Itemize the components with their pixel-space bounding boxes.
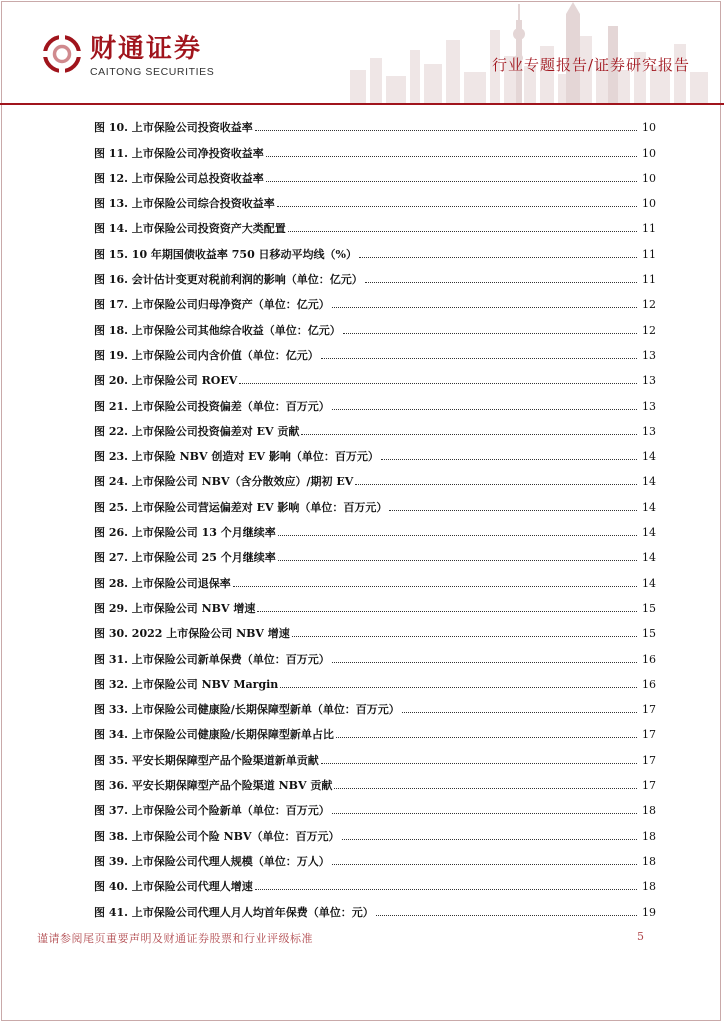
toc-entry[interactable] [94, 442, 656, 467]
toc-entry[interactable] [94, 467, 656, 492]
toc-entry[interactable] [94, 315, 656, 340]
toc-entry-label[interactable]: 图 34. 上市保险公司健康险/长期保障型新单占比 [94, 728, 334, 742]
toc-entry-page[interactable]: 17 [642, 779, 656, 793]
toc-entry-label[interactable]: 图 12. 上市保险公司总投资收益率 [94, 171, 264, 185]
toc-entry-page[interactable]: 14 [642, 576, 656, 590]
toc-dot-leader [376, 915, 637, 916]
toc-entry-label[interactable]: 图 30. 2022 上市保险公司 NBV 增速 [94, 627, 290, 641]
toc-entry[interactable] [94, 847, 656, 872]
toc-dot-leader [278, 535, 637, 536]
toc-dot-leader [255, 130, 637, 131]
toc-entry[interactable] [94, 164, 656, 189]
toc-entry-page[interactable]: 13 [642, 374, 656, 388]
toc-dot-leader [365, 282, 637, 283]
toc-dot-leader [292, 636, 637, 637]
toc-dot-leader [257, 611, 637, 612]
page-header [0, 0, 724, 106]
toc-dot-leader [277, 206, 637, 207]
toc-dot-leader [233, 586, 637, 587]
header-divider [0, 103, 724, 105]
toc-dot-leader [332, 409, 637, 410]
toc-dot-leader [381, 459, 637, 460]
toc-entry[interactable] [94, 670, 656, 695]
toc-dot-leader [332, 864, 637, 865]
toc-dot-leader [389, 510, 637, 511]
toc-entry[interactable] [94, 341, 656, 366]
toc-entry-page[interactable]: 12 [642, 323, 656, 337]
toc-entry-page[interactable]: 11 [642, 222, 656, 236]
toc-entry[interactable] [94, 239, 656, 264]
toc-entry[interactable] [94, 745, 656, 770]
toc-entry-label[interactable]: 图 23. 上市保险 NBV 创造对 EV 影响（单位：百万元） [94, 450, 379, 464]
toc-entry[interactable] [94, 417, 656, 442]
toc-entry-label[interactable]: 图 17. 上市保险公司归母净资产（单位：亿元） [94, 298, 330, 312]
toc-entry-page[interactable]: 18 [642, 804, 656, 818]
brand-name-cn: 财通证券 [90, 34, 203, 64]
toc-entry-page[interactable]: 16 [642, 677, 656, 691]
toc-entry-page[interactable]: 13 [642, 348, 656, 362]
toc-entry-page[interactable]: 17 [642, 703, 656, 717]
toc-entry-label[interactable]: 图 31. 上市保险公司新单保费（单位：百万元） [94, 652, 330, 666]
caitong-logo-icon [42, 34, 82, 74]
toc-dot-leader [321, 358, 637, 359]
toc-dot-leader [321, 763, 637, 764]
toc-entry-label[interactable]: 图 16. 会计估计变更对税前利润的影响（单位：亿元） [94, 273, 363, 287]
toc-entry-page[interactable]: 18 [642, 880, 656, 894]
toc-dot-leader [280, 687, 637, 688]
toc-entry-label[interactable]: 图 33. 上市保险公司健康险/长期保障型新单（单位：百万元） [94, 703, 400, 717]
toc-dot-leader [402, 712, 637, 713]
toc-entry-page[interactable]: 11 [642, 273, 656, 287]
toc-entry-label[interactable]: 图 10. 上市保险公司投资收益率 [94, 121, 253, 135]
toc-entry[interactable] [94, 644, 656, 669]
toc-dot-leader [359, 257, 637, 258]
toc-entry-page[interactable]: 14 [642, 526, 656, 540]
toc-entry-label[interactable]: 图 20. 上市保险公司 ROEV [94, 374, 238, 388]
toc-entry-page[interactable]: 10 [642, 171, 656, 185]
toc-entry-label[interactable]: 图 13. 上市保险公司综合投资收益率 [94, 197, 275, 211]
toc-entry[interactable] [94, 265, 656, 290]
toc-entry-page[interactable]: 14 [642, 450, 656, 464]
toc-entry-page[interactable]: 19 [642, 905, 656, 919]
toc-dot-leader [332, 662, 637, 663]
toc-entry[interactable] [94, 518, 656, 543]
toc-entry-label[interactable]: 图 27. 上市保险公司 25 个月继续率 [94, 551, 276, 565]
toc-entry-page[interactable]: 18 [642, 829, 656, 843]
toc-entry[interactable] [94, 189, 656, 214]
toc-dot-leader [334, 788, 637, 789]
toc-dot-leader [332, 813, 637, 814]
toc-entry[interactable] [94, 619, 656, 644]
toc-dot-leader [288, 231, 637, 232]
toc-entry-page[interactable]: 12 [642, 298, 656, 312]
toc-entry[interactable] [94, 872, 656, 897]
brand-name-en: CAITONG SECURITIES [90, 66, 215, 78]
toc-dot-leader [342, 839, 637, 840]
toc-entry-page[interactable]: 15 [642, 601, 656, 615]
toc-entry-label[interactable]: 图 15. 10 年期国债收益率 750 日移动平均线（%） [94, 247, 358, 261]
toc-entry-label[interactable]: 图 26. 上市保险公司 13 个月继续率 [94, 526, 276, 540]
footer-disclaimer: 谨请参阅尾页重要声明及财通证券股票和行业评级标准 [37, 932, 313, 945]
toc-entry-page[interactable]: 14 [642, 551, 656, 565]
toc-dot-leader [255, 889, 637, 890]
toc-entry[interactable] [94, 821, 656, 846]
toc-entry[interactable] [94, 594, 656, 619]
toc-dot-leader [301, 434, 637, 435]
toc-entry-page[interactable]: 10 [642, 146, 656, 160]
report-type-label: 行业专题报告/证券研究报告 [491, 56, 690, 74]
toc-dot-leader [336, 737, 637, 738]
toc-entry-label[interactable]: 图 29. 上市保险公司 NBV 增速 [94, 601, 256, 615]
toc-entry-label[interactable]: 图 24. 上市保险公司 NBV（含分散效应）/期初 EV [94, 475, 354, 489]
toc-entry-label[interactable]: 图 32. 上市保险公司 NBV Margin [94, 677, 279, 691]
toc-entry-page[interactable]: 14 [642, 475, 656, 489]
toc-entry-page[interactable]: 10 [642, 197, 656, 211]
toc-entry-label[interactable]: 图 38. 上市保险公司个险 NBV（单位：百万元） [94, 829, 340, 843]
toc-entry[interactable] [94, 720, 656, 745]
toc-entry-label[interactable]: 图 19. 上市保险公司内含价值（单位：亿元） [94, 348, 319, 362]
toc-entry-page[interactable]: 17 [642, 753, 656, 767]
figure-list [94, 113, 656, 923]
toc-entry-label[interactable]: 图 21. 上市保险公司投资偏差（单位：百万元） [94, 399, 330, 413]
toc-entry-page[interactable]: 15 [642, 627, 656, 641]
toc-entry-label[interactable]: 图 39. 上市保险公司代理人规模（单位：万人） [94, 854, 330, 868]
toc-entry-page[interactable]: 13 [642, 399, 656, 413]
toc-entry[interactable] [94, 543, 656, 568]
toc-entry[interactable] [94, 113, 656, 138]
toc-entry-page[interactable]: 18 [642, 854, 656, 868]
toc-entry-page[interactable]: 14 [642, 500, 656, 514]
toc-entry-page[interactable]: 11 [642, 247, 656, 261]
toc-entry[interactable] [94, 568, 656, 593]
toc-entry[interactable] [94, 290, 656, 315]
toc-entry[interactable] [94, 897, 656, 922]
toc-entry[interactable] [94, 695, 656, 720]
toc-entry[interactable] [94, 796, 656, 821]
city-skyline-graphic [340, 0, 724, 104]
toc-entry-page[interactable]: 13 [642, 424, 656, 438]
toc-dot-leader [266, 181, 637, 182]
toc-entry-label[interactable]: 图 28. 上市保险公司退保率 [94, 576, 231, 590]
toc-entry[interactable] [94, 492, 656, 517]
toc-dot-leader [332, 307, 637, 308]
toc-entry[interactable] [94, 771, 656, 796]
toc-entry-label[interactable]: 图 35. 平安长期保障型产品个险渠道新单贡献 [94, 753, 319, 767]
toc-entry[interactable] [94, 214, 656, 239]
toc-dot-leader [266, 156, 637, 157]
toc-dot-leader [343, 333, 637, 334]
toc-entry-label[interactable]: 图 11. 上市保险公司净投资收益率 [94, 146, 264, 160]
toc-entry[interactable] [94, 366, 656, 391]
toc-entry-label[interactable]: 图 18. 上市保险公司其他综合收益（单位：亿元） [94, 323, 341, 337]
toc-entry[interactable] [94, 391, 656, 416]
toc-entry[interactable] [94, 138, 656, 163]
toc-entry-page[interactable]: 16 [642, 652, 656, 666]
toc-dot-leader [278, 560, 637, 561]
toc-entry-label[interactable]: 图 25. 上市保险公司营运偏差对 EV 影响（单位：百万元） [94, 500, 388, 514]
toc-entry-label[interactable]: 图 40. 上市保险公司代理人增速 [94, 880, 253, 894]
toc-entry-label[interactable]: 图 22. 上市保险公司投资偏差对 EV 贡献 [94, 424, 300, 438]
toc-entry-page[interactable]: 17 [642, 728, 656, 742]
toc-entry-label[interactable]: 图 41. 上市保险公司代理人月人均首年保费（单位：元） [94, 905, 374, 919]
toc-dot-leader [355, 484, 637, 485]
toc-entry-label[interactable]: 图 37. 上市保险公司个险新单（单位：百万元） [94, 804, 330, 818]
toc-entry-label[interactable]: 图 14. 上市保险公司投资资产大类配置 [94, 222, 286, 236]
toc-entry-label[interactable]: 图 36. 平安长期保障型产品个险渠道 NBV 贡献 [94, 779, 333, 793]
toc-dot-leader [239, 383, 637, 384]
page-number: 5 [637, 930, 644, 943]
toc-entry-page[interactable]: 10 [642, 121, 656, 135]
